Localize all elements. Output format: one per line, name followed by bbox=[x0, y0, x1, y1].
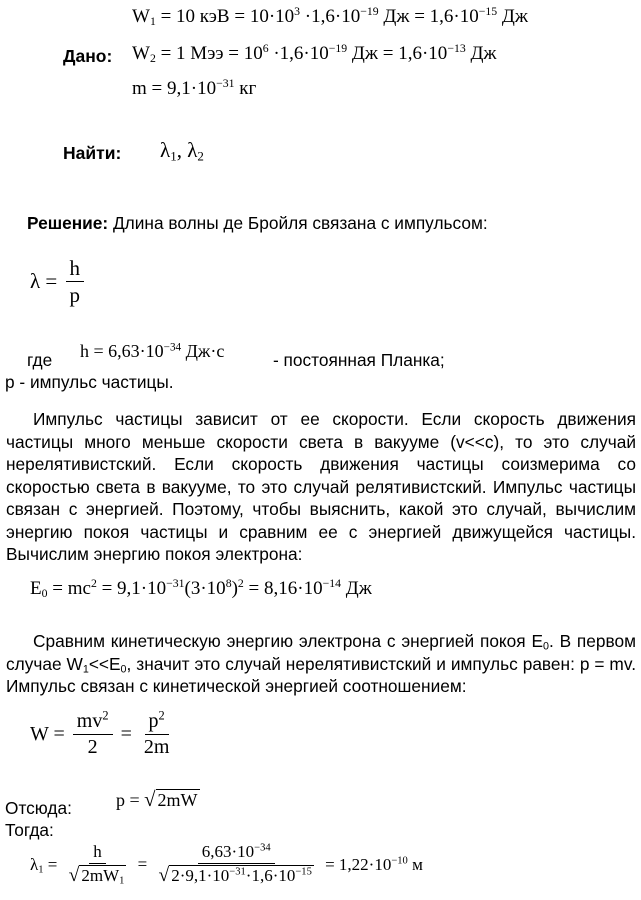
momentum-description: p - импульс частицы. bbox=[5, 372, 174, 392]
de-broglie-formula: λ = $\frac{h}{p}$ bbox=[30, 256, 87, 307]
then-label: Тогда: bbox=[5, 820, 54, 840]
paragraph-compare: Сравним кинетическую энергию электрона с энергией покоя $E_0$. В первом случае $W_1<<E_0$, значит это случай нерелятивистский и импульс равен: p = mv. Импульс связан с кинетической энергией соотношением: bbox=[6, 631, 636, 696]
paragraph-velocity: Импульс частицы зависит от ее скорости. Если скорость движения частицы много меньше скорости света в вакууме (v<<c), то это случай нерелятивистский. Если скорость движения частицы соизмерима со скоростью света в вакууме, то это случай релятивистский. Импульс частицы связан с энергией. Поэтому, чтобы выяснить, какой это случай, вычислим энергию покоя частицы и сравним ее с энергией движущейся частицы. Вычислим энергию покоя электрона: bbox=[6, 409, 636, 564]
given-w1: $W_1 = 10$ кэВ = $10\cdot 10^3 \cdot 1,6\cdot 10^{-19}$ Дж = $1,6\cdot 10^{-15}$ Дж bbox=[132, 4, 528, 28]
given-label: Дано: bbox=[63, 46, 113, 66]
planck-description: - постоянная Планка; bbox=[273, 350, 445, 370]
rest-energy-formula: $E_0 = mc^2 = 9,1\cdot 10^{-31}(3\cdot 10^8)^2 = 8,16\cdot 10^{-14}$ Дж bbox=[30, 576, 372, 600]
find-label: Найти: bbox=[63, 143, 122, 163]
momentum-formula: p = √ 2mW bbox=[116, 789, 198, 811]
hence-label: Отсюда: bbox=[5, 798, 72, 818]
planck-constant: $h = 6,63\cdot 10^{-34}$ Дж·с bbox=[80, 341, 225, 361]
given-w2: $W_2 = 1$ Мээ = $10^6 \cdot 1,6\cdot 10^{-19}$ Дж = $1,6\cdot 10^{-13}$ Дж bbox=[132, 41, 497, 65]
lambda-result-formula: $\lambda_1$ = $\frac{h}{√ 2mW_1}$ = $\frac{6,63\cdot 10^{-34}}{√ 2\cdot 9,1\cdot 10^{-31}\cdot 1,6\cdot 10^{-15}}$ = $1,22\cdot 10^{-10}$ м bbox=[30, 842, 423, 887]
find-lambdas: $\lambda_1$, $\lambda_2$ bbox=[160, 138, 204, 164]
solution-intro: Решение: Длина волны де Бройля связана с импульсом: bbox=[27, 213, 488, 233]
kinetic-energy-formula: W = $\frac{mv^2}{2}$ = $\frac{p^2}{2m}$ bbox=[30, 708, 170, 758]
where-label: где bbox=[27, 350, 53, 370]
given-mass: $m = 9,1\cdot 10^{-31}$ кг bbox=[132, 76, 257, 99]
